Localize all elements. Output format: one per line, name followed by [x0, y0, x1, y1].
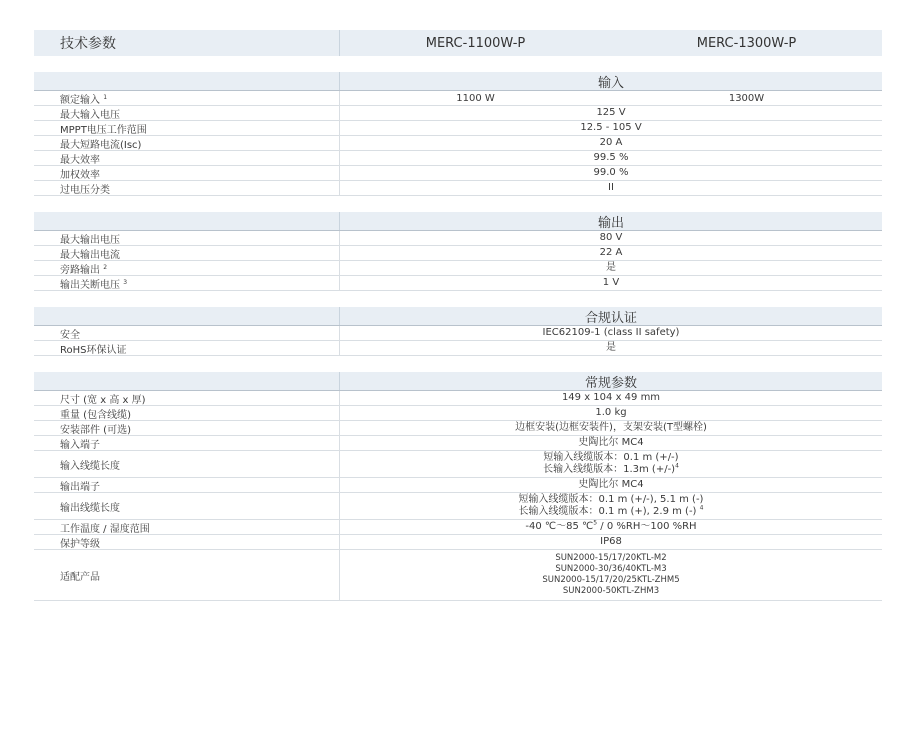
table-row: 旁路输出 2 是 [34, 261, 882, 276]
row-label: 最大短路电流(Isc) [34, 136, 340, 150]
row-value: 边框安装(边框安装件)，支架安装(T型螺栓) [515, 422, 707, 433]
table-row [34, 121, 882, 136]
table-row [34, 478, 882, 493]
row-value: -40 ℃～85 ℃ [525, 521, 594, 532]
table-row [34, 246, 882, 261]
row-value: 12.5 - 105 V [580, 122, 642, 133]
row-value: II [608, 182, 614, 193]
row-value: 99.5 % [593, 152, 629, 163]
table-row [34, 451, 882, 478]
row-value: 额定输入 [60, 94, 100, 106]
row-label: 输出端子 [34, 478, 340, 492]
table-row [34, 181, 882, 196]
spec-sheet [34, 30, 882, 601]
row-value: 输入 [597, 75, 624, 91]
table-row [34, 166, 882, 181]
row-value: 125 V [596, 107, 626, 118]
row-label: 输入线缆长度 [34, 451, 340, 477]
row-label: 重量 (包含线缆) [34, 406, 340, 420]
row-value: 旁路输出 [60, 264, 100, 276]
row-label: 过电压分类 [34, 181, 340, 195]
row-value: 长输入线缆版本：0.1 m (+), 2.9 m (-) [518, 506, 697, 517]
row-value: 1.0 kg [595, 407, 627, 418]
table-row [34, 106, 882, 121]
row-value: SUN2000-15/17/20KTL-M2 [555, 553, 667, 563]
row-value: SUN2000-30/36/40KTL-M3 [555, 564, 667, 574]
row-label: 最大输出电流 [34, 246, 340, 260]
row-value: 是 [606, 342, 616, 353]
table-row [34, 151, 882, 166]
row-value: 长输入线缆版本：1.3m (+/-) [543, 464, 676, 475]
row-value: 99.0 % [593, 167, 629, 178]
row-label: 尺寸 (宽 x 高 x 厚) [34, 391, 340, 405]
row-label: 适配产品 [34, 550, 340, 600]
table-row [34, 231, 882, 246]
row-label: 最大效率 [34, 151, 340, 165]
row-value: 史陶比尔 MC4 [578, 479, 644, 490]
row-value: 80 V [599, 232, 623, 243]
footnote-marker: 5 [593, 519, 598, 527]
table-row: 输出关断电压 3 1 V [34, 276, 882, 291]
model-1100-heading: MERC-1100W-P [425, 35, 526, 51]
table-row [34, 326, 882, 341]
row-value: 短输入线缆版本：0.1 m (+/-), 5.1 m (-) [518, 494, 704, 505]
row-value: 1300W [728, 92, 765, 104]
row-value: 短输入线缆版本：0.1 m (+/-) [543, 452, 679, 463]
row-label: 输入端子 [34, 436, 340, 450]
row-label: 输出线缆长度 [34, 493, 340, 519]
row-value: 是 [606, 262, 616, 273]
model-1300-heading: MERC-1300W-P [696, 35, 797, 51]
footnote-marker: 4 [675, 462, 679, 470]
footnote-marker: 4 [699, 504, 704, 512]
row-label: 最大输入电压 [34, 106, 340, 120]
row-value: 输出 [597, 215, 624, 231]
row-label: 安装部件 (可选) [34, 421, 340, 435]
row-label: RoHS环保认证 [34, 341, 340, 355]
table-row: 额定输入 1 1100 W 1300W [34, 91, 882, 106]
table-row [34, 550, 882, 601]
row-value: SUN2000-50KTL-ZHM3 [562, 586, 660, 596]
row-value: 1 V [602, 277, 620, 288]
table-row [34, 406, 882, 421]
row-value: 常规参数 [584, 375, 637, 391]
table-row [34, 136, 882, 151]
row-value: 20 A [599, 137, 623, 148]
table-row [34, 493, 882, 520]
table-row [34, 535, 882, 550]
section-compliance-heading [34, 307, 882, 326]
row-value: 149 x 104 x 49 mm [561, 392, 661, 403]
row-value: IP68 [600, 536, 622, 547]
row-label: 安全 [34, 326, 340, 340]
table-row [34, 520, 882, 535]
table-title: 技术参数 [34, 30, 340, 56]
row-label: 最大输出电压 [34, 231, 340, 245]
row-value: 合规认证 [584, 310, 637, 326]
table-row [34, 341, 882, 356]
section-input-heading [34, 72, 882, 91]
table-row [34, 391, 882, 406]
row-value: SUN2000-15/17/20/25KTL-ZHM5 [542, 575, 680, 585]
row-label: 保护等级 [34, 535, 340, 549]
row-value: / 0 %RH～100 %RH [597, 521, 697, 532]
table-row [34, 436, 882, 451]
row-value: IEC62109-1 (class II safety) [542, 327, 680, 338]
table-row [34, 421, 882, 436]
row-value: 输出关断电压 [60, 279, 120, 291]
row-value: 1100 W [456, 92, 495, 104]
row-value: 22 A [599, 247, 623, 258]
row-label: 加权效率 [34, 166, 340, 180]
row-label: 工作温度 / 湿度范围 [34, 520, 340, 534]
section-general-heading [34, 372, 882, 391]
table-header [34, 30, 882, 56]
row-value: 史陶比尔 MC4 [578, 437, 644, 448]
row-label: MPPT电压工作范围 [34, 121, 340, 135]
section-output-heading [34, 212, 882, 231]
